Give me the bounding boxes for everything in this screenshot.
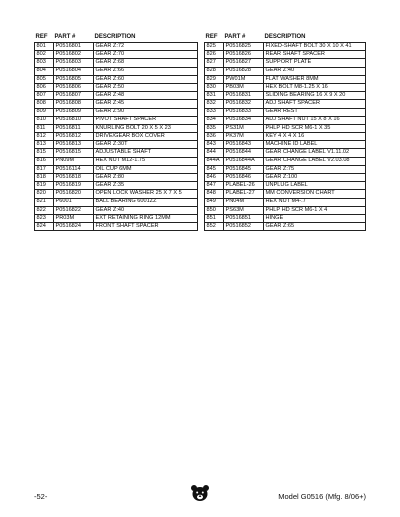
header-description: DESCRIPTION bbox=[94, 34, 136, 40]
cell-description: GEAR Z:40 bbox=[264, 67, 366, 75]
table-row bbox=[35, 116, 198, 124]
cell-ref: 803 bbox=[35, 59, 54, 67]
cell-ref: 852 bbox=[205, 223, 224, 231]
cell-part-number: PB03M bbox=[224, 83, 264, 91]
table-row bbox=[205, 116, 366, 124]
table-header-row bbox=[205, 33, 366, 43]
cell-description: GEAR Z:72 bbox=[94, 43, 198, 51]
cell-part-number: P0516802 bbox=[54, 51, 94, 59]
cell-part-number: P0516807 bbox=[54, 92, 94, 100]
table-row bbox=[205, 157, 366, 165]
cell-description: GEAR Z:48 bbox=[94, 92, 198, 100]
cell-part-number: P0516828 bbox=[224, 67, 264, 75]
cell-ref: 818 bbox=[35, 174, 54, 182]
cell-ref: 826 bbox=[205, 51, 224, 59]
cell-description: GEAR Z:68 bbox=[94, 59, 198, 67]
header-description: DESCRIPTION bbox=[264, 34, 306, 40]
cell-ref: 836 bbox=[205, 133, 224, 141]
cell-part-number: P0516825 bbox=[224, 43, 264, 51]
cell-description: MM CONVERSION CHART bbox=[264, 190, 366, 198]
cell-part-number: PW01M bbox=[224, 75, 264, 83]
header-ref: REF bbox=[35, 34, 48, 40]
cell-part-number: P0516808 bbox=[54, 100, 94, 108]
cell-ref: 824 bbox=[35, 223, 54, 231]
parts-table-left bbox=[34, 33, 198, 231]
cell-description: PHLP HD SCR M6-1 X 35 bbox=[264, 124, 366, 132]
cell-ref: 819 bbox=[35, 182, 54, 190]
cell-description: HEX NUT M4-.7 bbox=[264, 198, 366, 206]
cell-description: GEAR Z:70 bbox=[94, 51, 198, 59]
cell-description: OPEN LOCK WASHER 25 X 7 X 5 bbox=[94, 190, 198, 198]
cell-description: ADJ SHAFT SPACER bbox=[264, 100, 366, 108]
cell-ref: 815 bbox=[35, 149, 54, 157]
cell-description: GEAR Z:35 bbox=[94, 182, 198, 190]
cell-description: HEX BOLT M8-1.25 X 16 bbox=[264, 83, 366, 91]
cell-ref: 811 bbox=[35, 124, 54, 132]
cell-description: PIVOT SHAFT SPACER bbox=[94, 116, 198, 124]
table-row bbox=[205, 165, 366, 173]
cell-description: OIL CUP 6MM bbox=[94, 165, 198, 173]
cell-part-number: PLABEL-26 bbox=[224, 182, 264, 190]
cell-ref: 810 bbox=[35, 116, 54, 124]
table-row bbox=[205, 59, 366, 67]
table-row bbox=[205, 174, 366, 182]
cell-description: BALL BEARING 6001ZZ bbox=[94, 198, 198, 206]
cell-description: GEAR Z:90 bbox=[94, 108, 198, 116]
cell-ref: 823 bbox=[35, 214, 54, 222]
cell-ref: 845 bbox=[205, 165, 224, 173]
table-row bbox=[35, 198, 198, 206]
cell-ref: 820 bbox=[35, 190, 54, 198]
table-row bbox=[35, 141, 198, 149]
cell-description: GEAR Z:30T bbox=[94, 141, 198, 149]
cell-part-number: P0516803 bbox=[54, 59, 94, 67]
table-row bbox=[205, 182, 366, 190]
cell-part-number: PK37M bbox=[224, 133, 264, 141]
table-row bbox=[205, 43, 366, 51]
page-number: -52- bbox=[34, 492, 48, 501]
table-row bbox=[35, 59, 198, 67]
cell-description: GEAR Z:100 bbox=[264, 174, 366, 182]
cell-part-number: P0516846 bbox=[224, 174, 264, 182]
cell-ref: 848 bbox=[205, 190, 224, 198]
cell-part-number: P0516805 bbox=[54, 75, 94, 83]
header-ref: REF bbox=[205, 34, 218, 40]
cell-part-number: PR03M bbox=[54, 214, 94, 222]
cell-part-number: P0516819 bbox=[54, 182, 94, 190]
table-row bbox=[205, 75, 366, 83]
table-row bbox=[205, 190, 366, 198]
table-row bbox=[205, 214, 366, 222]
table-row bbox=[35, 206, 198, 214]
cell-ref: 807 bbox=[35, 92, 54, 100]
model-label: Model G0516 (Mfg. 8/06+) bbox=[278, 492, 366, 501]
table-row bbox=[205, 108, 366, 116]
table-row bbox=[205, 124, 366, 132]
table-row bbox=[35, 157, 198, 165]
table-row bbox=[35, 43, 198, 51]
cell-description: GEAR Z:66 bbox=[94, 67, 198, 75]
table-row bbox=[35, 67, 198, 75]
cell-part-number: P0516824 bbox=[54, 223, 94, 231]
cell-ref: 825 bbox=[205, 43, 224, 51]
cell-part-number: PN09M bbox=[54, 157, 94, 165]
table-row bbox=[205, 67, 366, 75]
cell-ref: 849 bbox=[205, 198, 224, 206]
cell-ref: 808 bbox=[35, 100, 54, 108]
cell-part-number: P0516832 bbox=[224, 100, 264, 108]
cell-ref: 828 bbox=[205, 67, 224, 75]
cell-ref: 816 bbox=[35, 157, 54, 165]
cell-part-number: P0516811 bbox=[54, 124, 94, 132]
cell-description: GEAR Z:60 bbox=[94, 75, 198, 83]
header-part: PART # bbox=[54, 34, 76, 40]
cell-description: REAR SHAFT SPACER bbox=[264, 51, 366, 59]
cell-part-number: P0516813 bbox=[54, 141, 94, 149]
cell-part-number: P0516827 bbox=[224, 59, 264, 67]
cell-description: GEAR CHANGE LABEL V2.03.08 bbox=[264, 157, 366, 165]
cell-part-number: P0516801 bbox=[54, 43, 94, 51]
cell-ref: 806 bbox=[35, 83, 54, 91]
cell-ref: 813 bbox=[35, 141, 54, 149]
cell-description: GEAR Z:80 bbox=[94, 174, 198, 182]
cell-ref: 801 bbox=[35, 43, 54, 51]
cell-ref: 835 bbox=[205, 124, 224, 132]
table-row bbox=[35, 133, 198, 141]
cell-description: KNURLING BOLT 20 X 5 X 23 bbox=[94, 124, 198, 132]
cell-description: ADJ SHAFT NUT 15 X 8 X 16 bbox=[264, 116, 366, 124]
cell-description: FLAT WASHER 8MM bbox=[264, 75, 366, 83]
table-row bbox=[35, 124, 198, 132]
cell-ref: 850 bbox=[205, 206, 224, 214]
cell-ref: 831 bbox=[205, 92, 224, 100]
cell-part-number: P0516812 bbox=[54, 133, 94, 141]
cell-description: GEAR Z:45 bbox=[94, 100, 198, 108]
cell-part-number: P0516844A bbox=[224, 157, 264, 165]
cell-ref: 802 bbox=[35, 51, 54, 59]
cell-ref: 851 bbox=[205, 214, 224, 222]
cell-ref: 846 bbox=[205, 174, 224, 182]
cell-description: MACHINE ID LABEL bbox=[264, 141, 366, 149]
cell-ref: 832 bbox=[205, 100, 224, 108]
cell-description: FRONT SHAFT SPACER bbox=[94, 223, 198, 231]
table-row bbox=[205, 141, 366, 149]
cell-part-number: P0516810 bbox=[54, 116, 94, 124]
cell-ref: 812 bbox=[35, 133, 54, 141]
table-row bbox=[205, 92, 366, 100]
cell-part-number: PS31M bbox=[224, 124, 264, 132]
cell-description: KEY 4 X 4 X 16 bbox=[264, 133, 366, 141]
cell-description: GEAR Z:75 bbox=[264, 165, 366, 173]
cell-description: GEAR CHANGE LABEL V1.11.02 bbox=[264, 149, 366, 157]
cell-ref: 805 bbox=[35, 75, 54, 83]
cell-ref: 822 bbox=[35, 206, 54, 214]
cell-ref: 804 bbox=[35, 67, 54, 75]
table-row bbox=[205, 149, 366, 157]
cell-part-number: P6001 bbox=[54, 198, 94, 206]
cell-description: SLIDING BEARING 16 X 9 X 20 bbox=[264, 92, 366, 100]
cell-description: PHLP HD SCR M6-1 X 4 bbox=[264, 206, 366, 214]
table-row bbox=[35, 190, 198, 198]
cell-part-number: P0516852 bbox=[224, 223, 264, 231]
cell-ref: 844A bbox=[205, 157, 224, 165]
table-row bbox=[35, 75, 198, 83]
table-row bbox=[35, 214, 198, 222]
cell-ref: 817 bbox=[35, 165, 54, 173]
cell-description: GEAR Z:65 bbox=[264, 223, 366, 231]
cell-ref: 843 bbox=[205, 141, 224, 149]
table-row bbox=[205, 51, 366, 59]
cell-part-number: PLABEL-27 bbox=[224, 190, 264, 198]
table-row bbox=[35, 165, 198, 173]
table-row bbox=[205, 100, 366, 108]
cell-description: GEAR Z:50 bbox=[94, 83, 198, 91]
cell-part-number: P0516815 bbox=[54, 149, 94, 157]
cell-part-number: P0516843 bbox=[224, 141, 264, 149]
cell-description: GEAR REST bbox=[264, 108, 366, 116]
cell-part-number: P0516822 bbox=[54, 206, 94, 214]
cell-part-number: P0516851 bbox=[224, 214, 264, 222]
cell-ref: 827 bbox=[205, 59, 224, 67]
cell-ref: 847 bbox=[205, 182, 224, 190]
table-row bbox=[35, 51, 198, 59]
cell-ref: 833 bbox=[205, 108, 224, 116]
table-row bbox=[35, 174, 198, 182]
cell-description: DRIVE/GEAR BOX COVER bbox=[94, 133, 198, 141]
table-row bbox=[35, 182, 198, 190]
cell-ref: 829 bbox=[205, 75, 224, 83]
header-part: PART # bbox=[224, 34, 246, 40]
table-row bbox=[205, 133, 366, 141]
bear-head-icon bbox=[190, 484, 210, 502]
cell-ref: 821 bbox=[35, 198, 54, 206]
cell-ref: 809 bbox=[35, 108, 54, 116]
cell-description: EXT RETAINING RING 12MM bbox=[94, 214, 198, 222]
cell-part-number: P0516834 bbox=[224, 116, 264, 124]
cell-part-number: P0516818 bbox=[54, 174, 94, 182]
cell-part-number: P0516114 bbox=[54, 165, 94, 173]
table-row bbox=[205, 83, 366, 91]
cell-part-number: P0516804 bbox=[54, 67, 94, 75]
cell-part-number: P0516833 bbox=[224, 108, 264, 116]
cell-part-number: PN04M bbox=[224, 198, 264, 206]
cell-description: GEAR Z:40 bbox=[94, 206, 198, 214]
parts-table-right bbox=[204, 33, 366, 231]
cell-part-number: P0516809 bbox=[54, 108, 94, 116]
cell-part-number: PS63M bbox=[224, 206, 264, 214]
table-row bbox=[205, 223, 366, 231]
table-row bbox=[35, 83, 198, 91]
cell-ref: 830 bbox=[205, 83, 224, 91]
cell-part-number: P0516826 bbox=[224, 51, 264, 59]
cell-description: HEX NUT M12-1.75 bbox=[94, 157, 198, 165]
cell-ref: 844 bbox=[205, 149, 224, 157]
cell-part-number: P0516806 bbox=[54, 83, 94, 91]
cell-description: HINGE bbox=[264, 214, 366, 222]
cell-description: UNPLUG LABEL bbox=[264, 182, 366, 190]
table-row bbox=[35, 223, 198, 231]
cell-description: FIXED-SHAFT BOLT 30 X 10 X 41 bbox=[264, 43, 366, 51]
table-row bbox=[35, 108, 198, 116]
table-row bbox=[205, 206, 366, 214]
table-header-row bbox=[35, 33, 198, 43]
cell-ref: 834 bbox=[205, 116, 224, 124]
cell-description: ADJUSTABLE SHAFT bbox=[94, 149, 198, 157]
cell-part-number: P0516820 bbox=[54, 190, 94, 198]
table-row bbox=[35, 149, 198, 157]
cell-part-number: P0516844 bbox=[224, 149, 264, 157]
cell-description: SUPPORT PLATE bbox=[264, 59, 366, 67]
cell-part-number: P0516831 bbox=[224, 92, 264, 100]
table-row bbox=[205, 198, 366, 206]
cell-part-number: P0516845 bbox=[224, 165, 264, 173]
table-row bbox=[35, 92, 198, 100]
table-row bbox=[35, 100, 198, 108]
